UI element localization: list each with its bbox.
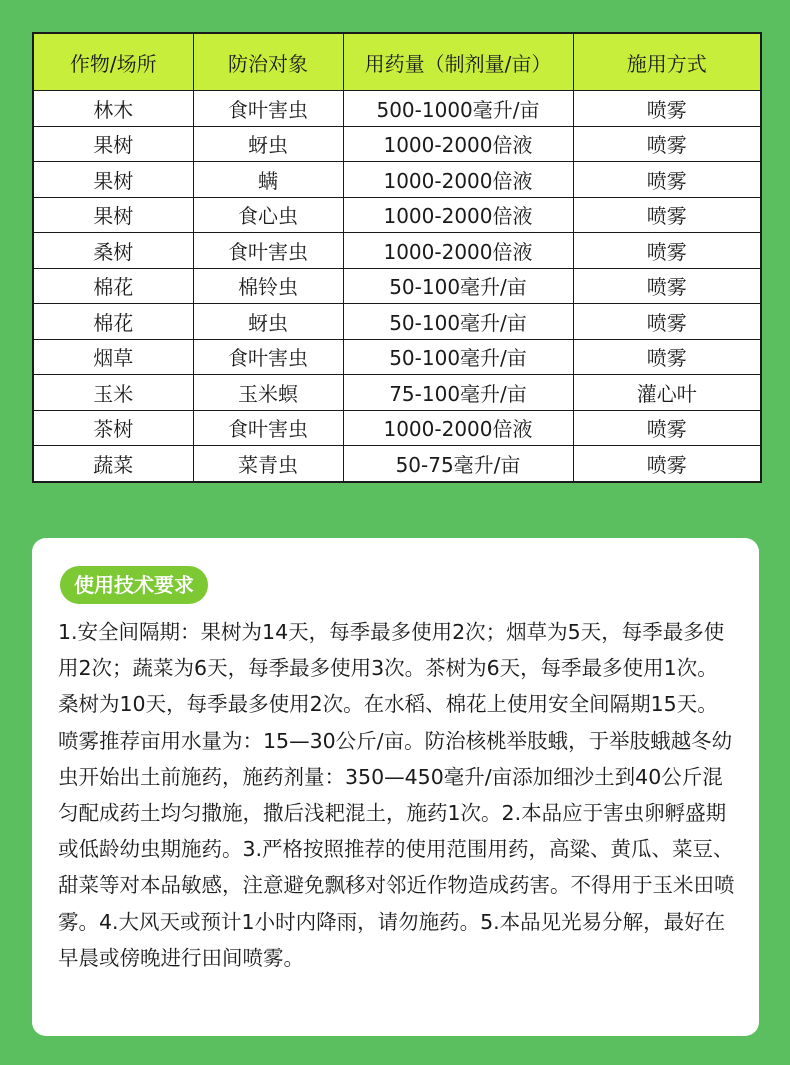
table-row	[33, 446, 761, 482]
header-crop: 作物/场所	[33, 33, 193, 91]
table-body	[33, 91, 761, 482]
cell-method: 喷雾	[573, 197, 761, 233]
cell-crop: 林木	[33, 91, 193, 127]
table-row	[33, 197, 761, 233]
cell-method: 喷雾	[573, 304, 761, 340]
cell-method: 喷雾	[573, 410, 761, 446]
table-row	[33, 233, 761, 269]
cell-method: 喷雾	[573, 91, 761, 127]
cell-dosage: 50-100毫升/亩	[343, 304, 573, 340]
cell-method: 灌心叶	[573, 375, 761, 411]
cell-crop: 茶树	[33, 410, 193, 446]
cell-dosage: 1000-2000倍液	[343, 410, 573, 446]
usage-requirements-text: 1.安全间隔期：果树为14天，每季最多使用2次；烟草为5天，每季最多使用2次；蔬菜为6天，每季最多使用3次。茶树为6天，每季最多使用1次。桑树为10天，每季最多使用2次。在水稻、棉花上使用安全间隔期15天。喷雾推荐亩用水量为：15—30公斤/亩。防治核桃举肢蛾，于举肢蛾越冬幼虫开始出土前施药，施药剂量：350—450毫升/亩添加细沙土到40公斤混匀配成药土均匀撒施，撒后浅耙混土，施药1次。2.本品应于害虫卵孵盛期或低龄幼虫期施药。3.严格按照推荐的使用范围用药，高粱、黄瓜、菜豆、甜菜等对本品敏感，注意避免飘移对邻近作物造成药害。不得用于玉米田喷雾。4.大风天或预计1小时内降雨，请勿施药。5.本品见光易分解，最好在早晨或傍晚进行田间喷雾。	[58, 620, 735, 970]
cell-method: 喷雾	[573, 233, 761, 269]
table-header-row	[33, 33, 761, 91]
cell-crop: 棉花	[33, 268, 193, 304]
cell-target-pest: 棉铃虫	[193, 268, 343, 304]
cell-crop: 烟草	[33, 339, 193, 375]
cell-crop: 果树	[33, 197, 193, 233]
cell-dosage: 75-100毫升/亩	[343, 375, 573, 411]
cell-crop: 蔬菜	[33, 446, 193, 482]
cell-crop: 果树	[33, 162, 193, 198]
cell-method: 喷雾	[573, 446, 761, 482]
table-row	[33, 91, 761, 127]
cell-target-pest: 食叶害虫	[193, 91, 343, 127]
cell-method: 喷雾	[573, 339, 761, 375]
cell-target-pest: 菜青虫	[193, 446, 343, 482]
cell-dosage: 50-75毫升/亩	[343, 446, 573, 482]
cell-dosage: 1000-2000倍液	[343, 197, 573, 233]
cell-target-pest: 食叶害虫	[193, 410, 343, 446]
cell-method: 喷雾	[573, 162, 761, 198]
cell-target-pest: 玉米螟	[193, 375, 343, 411]
cell-target-pest: 食叶害虫	[193, 233, 343, 269]
cell-target-pest: 食叶害虫	[193, 339, 343, 375]
header-dosage: 用药量（制剂量/亩）	[343, 33, 573, 91]
cell-target-pest: 蚜虫	[193, 126, 343, 162]
cell-method: 喷雾	[573, 268, 761, 304]
cell-target-pest: 蚜虫	[193, 304, 343, 340]
cell-dosage: 50-100毫升/亩	[343, 339, 573, 375]
table-row	[33, 268, 761, 304]
table-row	[33, 410, 761, 446]
header-target-pest: 防治对象	[193, 33, 343, 91]
table-row	[33, 339, 761, 375]
table-row	[33, 304, 761, 340]
cell-crop: 玉米	[33, 375, 193, 411]
cell-dosage: 1000-2000倍液	[343, 162, 573, 198]
cell-dosage: 500-1000毫升/亩	[343, 91, 573, 127]
table-row	[33, 162, 761, 198]
cell-crop: 果树	[33, 126, 193, 162]
cell-dosage: 1000-2000倍液	[343, 233, 573, 269]
cell-crop: 棉花	[33, 304, 193, 340]
usage-requirements-card	[32, 538, 759, 1036]
cell-target-pest: 食心虫	[193, 197, 343, 233]
cell-target-pest: 螨	[193, 162, 343, 198]
header-method: 施用方式	[573, 33, 761, 91]
dosage-table	[32, 32, 762, 483]
dosage-table-container	[32, 32, 760, 483]
cell-dosage: 50-100毫升/亩	[343, 268, 573, 304]
cell-crop: 桑树	[33, 233, 193, 269]
table-row	[33, 126, 761, 162]
table-row	[33, 375, 761, 411]
cell-method: 喷雾	[573, 126, 761, 162]
usage-requirements-title: 使用技术要求	[60, 566, 208, 604]
cell-dosage: 1000-2000倍液	[343, 126, 573, 162]
